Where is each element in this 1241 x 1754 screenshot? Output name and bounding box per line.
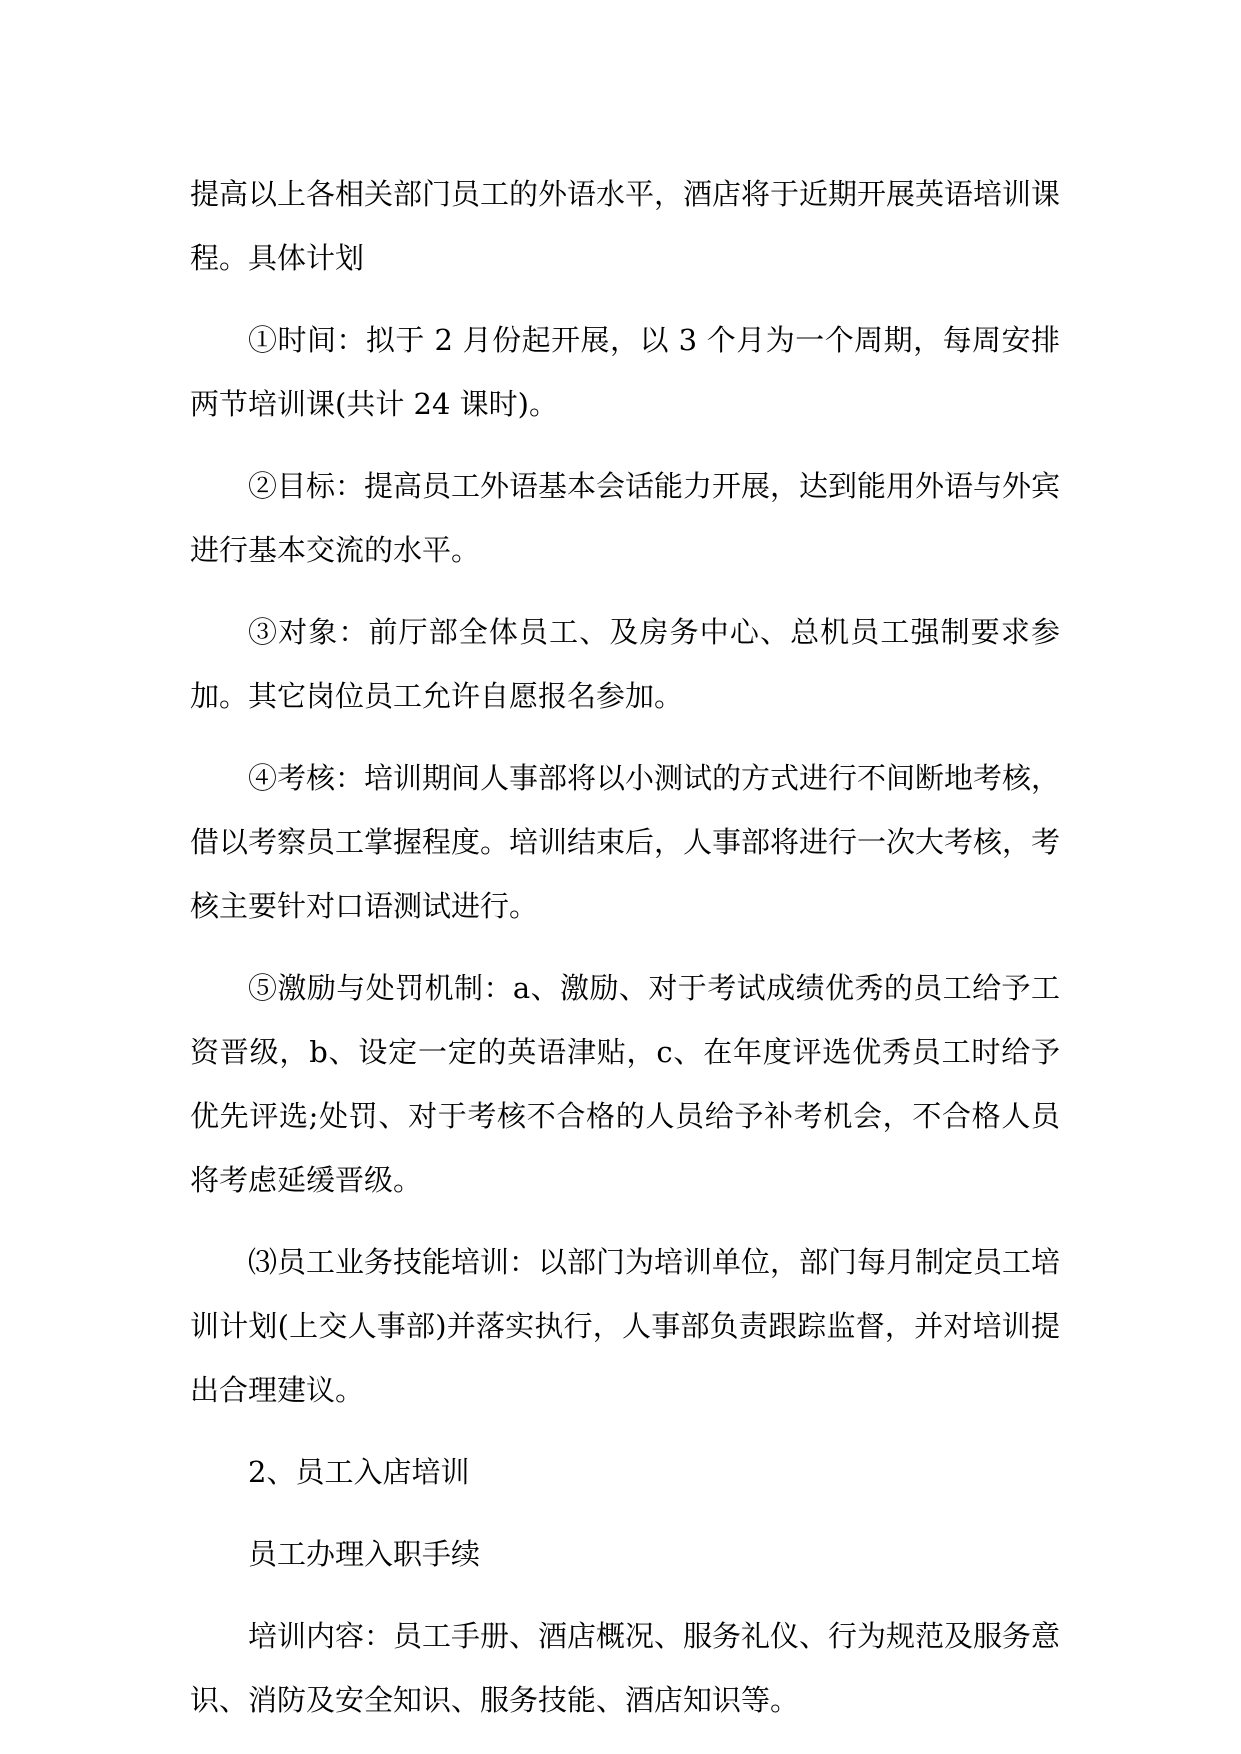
paragraph-skills-training: ⑶员工业务技能培训：以部门为培训单位，部门每月制定员工培训计划(上交人事部)并落实执行，人事部负责跟踪监督，并对培训提出合理建议。	[190, 1245, 1061, 1407]
paragraph-goal: ②目标：提高员工外语基本会话能力开展，达到能用外语与外宾进行基本交流的水平。	[190, 469, 1061, 567]
paragraph-intro: 提高以上各相关部门员工的外语水平，酒店将于近期开展英语培训课程。具体计划	[190, 177, 1061, 275]
paragraph-onboarding-procedure: 员工办理入职手续	[248, 1537, 481, 1571]
paragraph-training-content: 培训内容：员工手册、酒店概况、服务礼仪、行为规范及服务意识、消防及安全知识、服务技能、酒店知识等。	[190, 1619, 1061, 1717]
paragraph-assessment: ④考核：培训期间人事部将以小测试的方式进行不间断地考核，借以考察员工掌握程度。培训结束后，人事部将进行一次大考核，考核主要针对口语测试进行。	[190, 761, 1061, 923]
document-page	[190, 162, 1060, 1750]
section-heading-onboarding: 2、员工入店培训	[248, 1455, 470, 1489]
paragraph-incentives: ⑤激励与处罚机制：a、激励、对于考试成绩优秀的员工给予工资晋级，b、设定一定的英语津贴，c、在年度评选优秀员工时给予优先评选;处罚、对于考核不合格的人员给予补考机会，不合格人员将考虑延缓晋级。	[190, 971, 1060, 1197]
paragraph-target: ③对象：前厅部全体员工、及房务中心、总机员工强制要求参加。其它岗位员工允许自愿报名参加。	[190, 615, 1060, 713]
paragraph-time: ①时间：拟于 2 月份起开展，以 3 个月为一个周期，每周安排两节培训课(共计 24 课时)。	[190, 323, 1060, 421]
